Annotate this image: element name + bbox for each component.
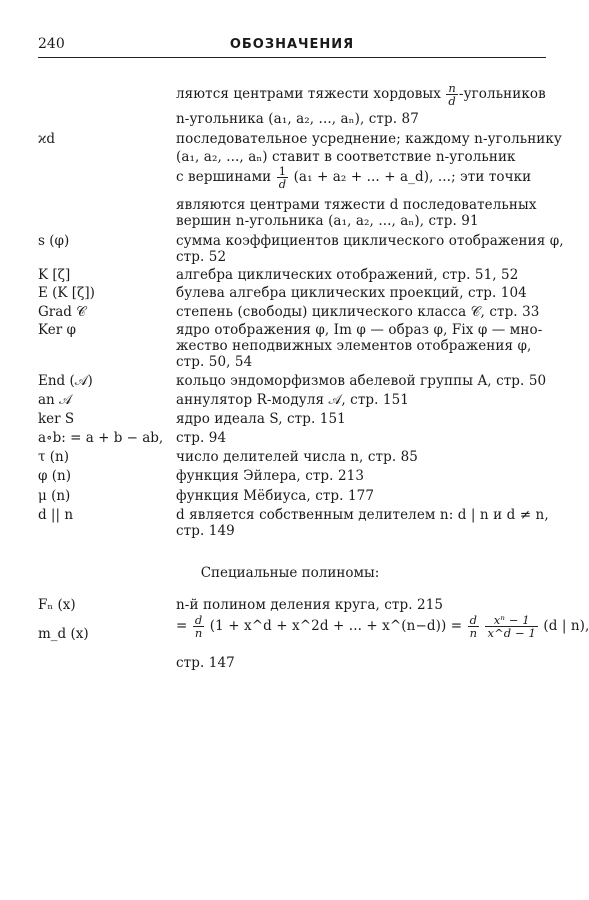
entry-line: n-угольника (a₁, a₂, ..., aₙ), стр. 87: [176, 111, 419, 127]
fraction-d-over-n: $\frac{d}{n}$: [194, 613, 203, 641]
entry-line: булева алгебра циклических проекций, стр. 104: [176, 285, 527, 301]
entry-line: число делителей числа n, стр. 85: [176, 449, 418, 465]
fraction-xn-over-xd: $\frac{\text{xⁿ − 1}}{x\^{}d - 1}$: [487, 613, 536, 641]
entry-symbol: s (φ): [38, 233, 70, 249]
entry-symbol: d || n: [38, 507, 74, 523]
entry-symbol: End (𝒜): [38, 373, 93, 389]
entry-line: функция Эйлера, стр. 213: [176, 468, 365, 484]
entry-line: последовательное усреднение; каждому n-угольнику: [176, 131, 562, 147]
entry-line: стр. 94: [176, 430, 227, 446]
entry-line: являются центрами тяжести d последовательных: [176, 197, 537, 213]
entry-line: степень (свободы) циклического класса 𝒞, стр. 33: [176, 304, 540, 320]
entry-line: стр. 147: [176, 655, 235, 671]
entry-symbol: μ (n): [38, 488, 71, 504]
entry-symbol: Ker φ: [38, 322, 76, 338]
entry-symbol: Grad 𝒞: [38, 304, 87, 320]
entry-line: (a₁, a₂, ..., aₙ) ставит в соответствие n-угольник: [176, 149, 516, 165]
entry-symbol: Fₙ (x): [38, 597, 76, 613]
entry-symbol: ker S: [38, 411, 75, 427]
fraction-n-over-d: $\frac{n}{d}$: [448, 81, 456, 109]
entry-line: n-й полином деления круга, стр. 215: [176, 597, 444, 613]
entry-line: ляются центрами тяжести хордовых $\frac{n}{d}$ -угольников: [176, 81, 546, 109]
entry-line: жество неподвижных элементов отображения φ,: [176, 338, 532, 354]
entry-symbol: an 𝒜: [38, 392, 72, 408]
entry-line: сумма коэффициентов циклического отображения φ,: [176, 233, 564, 249]
entry-symbol: K [ζ]: [38, 267, 71, 283]
entry-symbol: E (K [ζ]): [38, 285, 95, 301]
fraction-1-over-d: $\frac{1}{d}$: [278, 164, 287, 192]
entry-line: ядро идеала S, стр. 151: [176, 411, 346, 427]
formula-line: = $\frac{d}{n}$ (1 + x^d + x^2d + ... + x^(n−d)) = $\frac{d}{n}$ $\frac{\text{xⁿ − 1}}{x\^{}d - 1}$ (d | n),: [176, 613, 589, 641]
entry-line: алгебра циклических отображений, стр. 51, 52: [176, 267, 519, 283]
fraction-d-over-n-2: $\frac{d}{n}$: [469, 613, 478, 641]
entry-symbol: m_d (x): [38, 626, 89, 642]
section-heading: Специальные полиномы:: [200, 565, 380, 581]
running-title: ОБОЗНАЧЕНИЯ: [229, 37, 355, 52]
page-number: 240: [38, 36, 65, 52]
entry-line: стр. 149: [176, 523, 235, 539]
entry-line: стр. 52: [176, 249, 227, 265]
entry-line: ядро отображения φ, Im φ — образ φ, Fix φ — мно-: [176, 322, 543, 338]
entry-line: аннулятор R-модуля 𝒜, стр. 151: [176, 392, 409, 408]
entry-line: с вершинами $\frac{1}{d}$ (a₁ + a₂ + ... + a_d), ...; эти точки: [176, 164, 532, 192]
entry-line: стр. 50, 54: [176, 354, 253, 370]
page-header: [38, 36, 546, 56]
entry-line: d является собственным делителем n: d | n и d ≠ n,: [176, 507, 549, 523]
entry-symbol: a∘b: = a + b − ab,: [38, 430, 164, 446]
entry-symbol: ϰd: [38, 131, 56, 147]
entry-symbol: τ (n): [38, 449, 69, 465]
entry-symbol: φ (n): [38, 468, 71, 484]
header-rule: [38, 57, 546, 58]
entry-line: функция Мёбиуса, стр. 177: [176, 488, 375, 504]
entry-line: вершин n-угольника (a₁, a₂, ..., aₙ), стр. 91: [176, 213, 479, 229]
entry-line: кольцо эндоморфизмов абелевой группы A, стр. 50: [176, 373, 547, 389]
